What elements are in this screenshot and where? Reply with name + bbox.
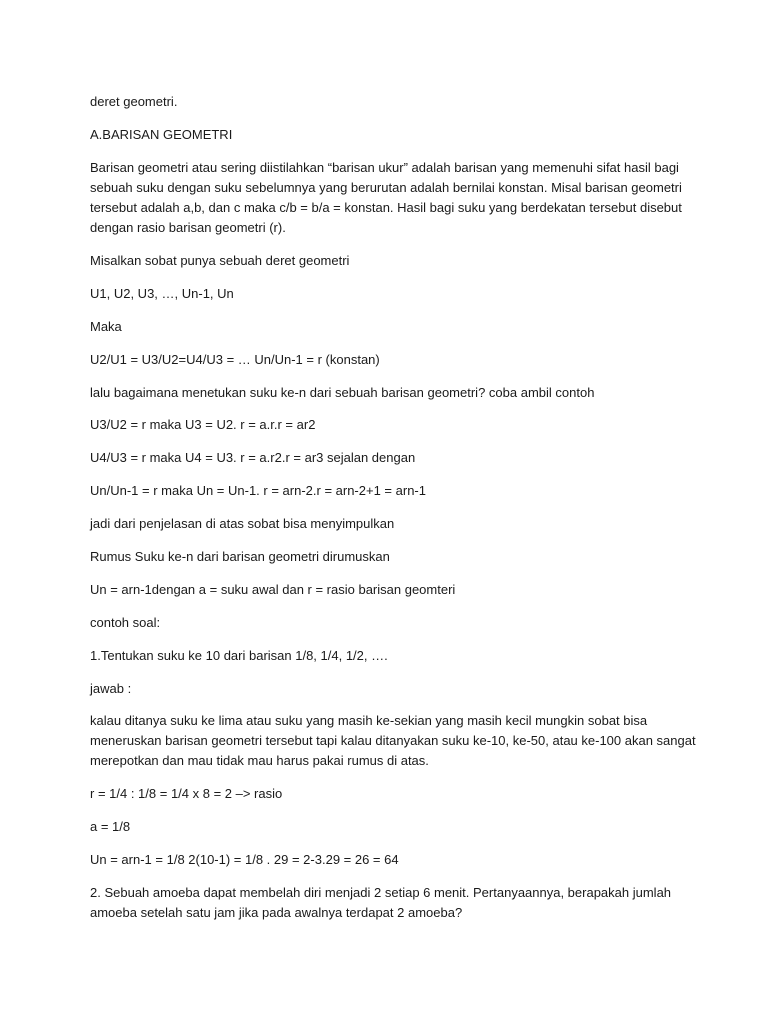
formula-line: U3/U2 = r maka U3 = U2. r = a.r.r = ar2 bbox=[90, 417, 316, 432]
sequence-line: U1, U2, U3, …, Un-1, Un bbox=[90, 286, 234, 301]
paragraph-line: jawab : bbox=[90, 681, 132, 696]
paragraph-line: meneruskan barisan geometri tersebut tapi kalau ditanyakan suku ke-10, ke-50, atau ke-100 akan sangat bbox=[90, 733, 696, 748]
paragraph-line: Maka bbox=[90, 319, 122, 334]
paragraph-line: Barisan geometri atau sering diistilahkan “barisan ukur” adalah barisan yang memenuhi sifat hasil bagi bbox=[90, 160, 679, 175]
formula-line: U4/U3 = r maka U4 = U3. r = a.r2.r = ar3 sejalan dengan bbox=[90, 450, 416, 465]
intro-text: deret geometri. bbox=[90, 94, 178, 109]
paragraph-line: Misalkan sobat punya sebuah deret geometri bbox=[90, 253, 350, 268]
formula-line: a = 1/8 bbox=[90, 819, 131, 834]
formula-line: r = 1/4 : 1/8 = 1/4 x 8 = 2 –> rasio bbox=[90, 786, 283, 801]
paragraph-line: lalu bagaimana menetukan suku ke-n dari sebuah barisan geometri? coba ambil contoh bbox=[90, 385, 595, 400]
paragraph-line: kalau ditanya suku ke lima atau suku yang masih ke-sekian yang masih kecil mungkin sobat bisa bbox=[90, 713, 648, 728]
paragraph-line: Rumus Suku ke-n dari barisan geometri dirumuskan bbox=[90, 549, 390, 564]
formula-line: Un = arn-1 = 1/8 2(10-1) = 1/8 . 29 = 2-3.29 = 26 = 64 bbox=[90, 852, 399, 867]
paragraph-line: contoh soal: bbox=[90, 615, 161, 630]
paragraph-line: sebuah suku dengan suku sebelumnya yang berurutan adalah bernilai konstan. Misal barisan geometri bbox=[90, 180, 682, 195]
question-line: 2. Sebuah amoeba dapat membelah diri menjadi 2 setiap 6 menit. Pertanyaannya, berapakah jumlah bbox=[90, 885, 672, 900]
paragraph-line: dengan rasio barisan geometri (r). bbox=[90, 220, 286, 235]
section-heading: A.BARISAN GEOMETRI bbox=[90, 127, 233, 142]
paragraph-line: jadi dari penjelasan di atas sobat bisa menyimpulkan bbox=[90, 516, 395, 531]
question-line: amoeba setelah satu jam jika pada awalnya terdapat 2 amoeba? bbox=[90, 905, 463, 920]
formula-line: Un/Un-1 = r maka Un = Un-1. r = arn-2.r = arn-2+1 = arn-1 bbox=[90, 483, 426, 498]
formula-line: U2/U1 = U3/U2=U4/U3 = … Un/Un-1 = r (konstan) bbox=[90, 352, 380, 367]
formula-line: Un = arn-1dengan a = suku awal dan r = rasio barisan geomteri bbox=[90, 582, 456, 597]
question-line: 1.Tentukan suku ke 10 dari barisan 1/8, 1/4, 1/2, …. bbox=[90, 648, 388, 663]
paragraph-line: merepotkan dan mau tidak mau harus pakai rumus di atas. bbox=[90, 753, 429, 768]
paragraph-line: tersebut adalah a,b, dan c maka c/b = b/a = konstan. Hasil bagi suku yang berdekatan tersebut disebut bbox=[90, 200, 682, 215]
